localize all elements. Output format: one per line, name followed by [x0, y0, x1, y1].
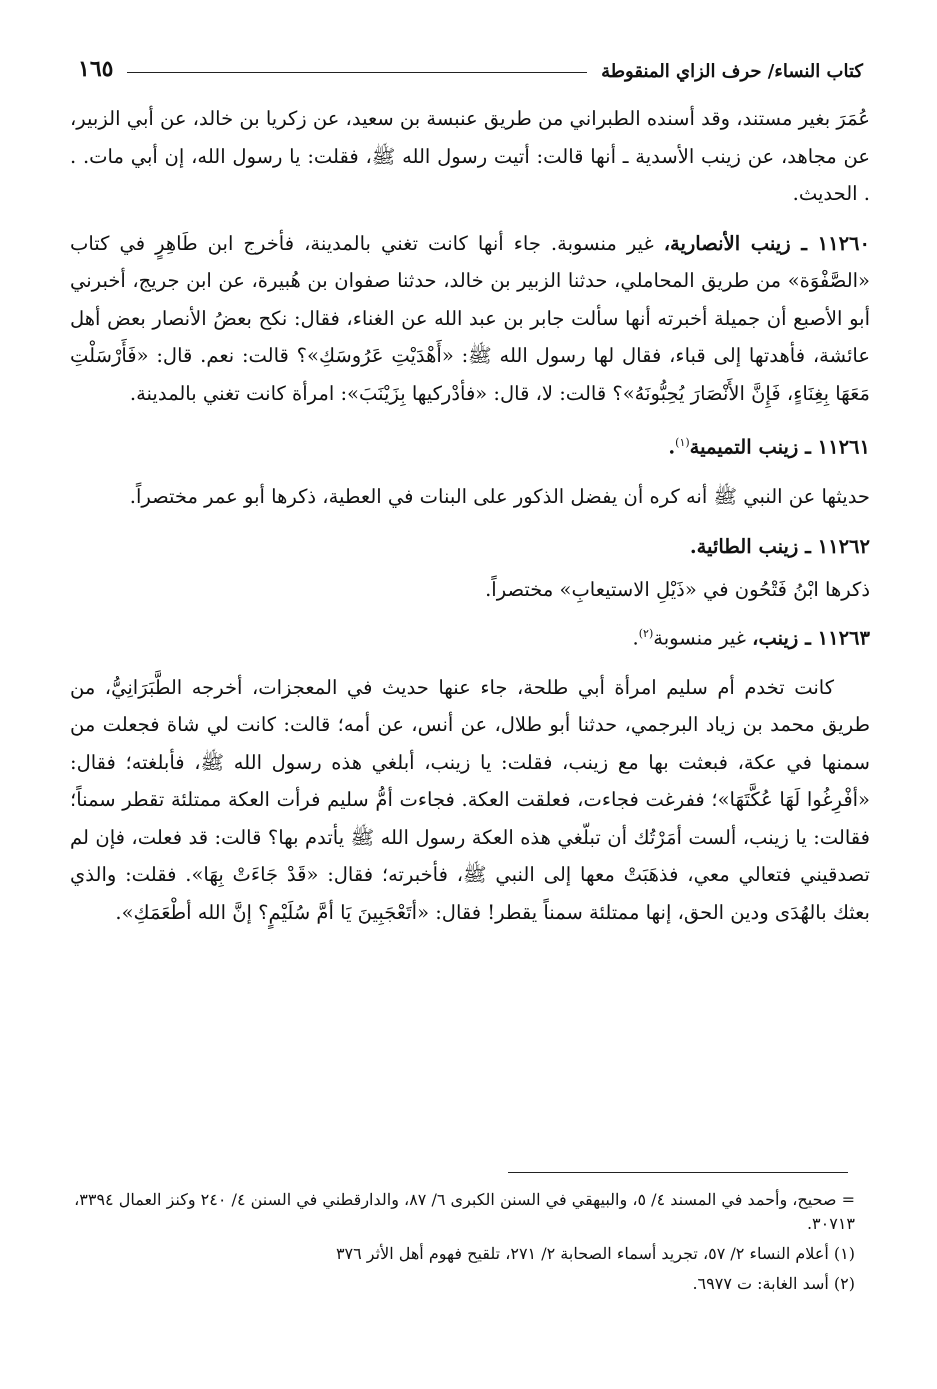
entry-heading: ١١٢٦٣ ـ زينب، — [752, 626, 870, 649]
entry-11261 — [70, 424, 870, 466]
entry-11262-body — [70, 571, 870, 609]
entry-text: حديثها عن النبي ﷺ أنه كره أن يفضل الذكور على البنات في العطية، ذكرها أبو عمر مختصراً. — [129, 485, 870, 508]
entry-11263 — [70, 615, 870, 657]
entry-heading: ١١٢٦٠ ـ زينب الأنصارية، — [663, 231, 870, 255]
footnote-2: (٢) أسد الغابة: ت ٦٩٧٧. — [692, 1274, 855, 1293]
paragraph-continuation — [70, 100, 870, 213]
header-rule — [127, 72, 587, 73]
page-header — [78, 48, 863, 82]
page-number: ١٦٥ — [78, 56, 114, 82]
entry-text: كانت تخدم أم سليم امرأة أبي طلحة، جاء عنها حديث في المعجزات، أخرجه الطَّبَرَانِيُّ، من طريق محمد بن زياد البرجمي، حدثنا أبو طلال، عن أنس، عن أمه؛ قالت: كانت لي شاة فجعلت من سمنها في عكة، فبعثت بها مع زينب، فقلت: يا زينب، أبلغي هذه رسول الله ﷺ، فأبلغته؛ فقال: «أفْرِغُوا لَهَا عُكَّتَهَا»؛ ففرغت فجاءت، فعلقت العكة. فجاءت أمُّ سليم فرأت العكة ممتلئة تقطر سمناً؛ فقالت: يا زينب، ألست أمَرْتُك أن تبلّغي هذه العكة رسول الله ﷺ يأتدم بها؟ قالت: قد فعلت، فإن لم تصدقيني فتعالي معي، فذهَبَتْ معها إلى النبي ﷺ، فأخبرته؛ فقال: «قَدْ جَاءَتْ بِهَا». فقلت: والذي بعثك بالهُدَى ودين الحق، إنها ممتلئة سمناً يقطر! فقال: «أتَعْجَبِينَ يَا أمَّ سُلَيْمٍ؟ إنَّ الله أطْعَمَكِ». — [70, 675, 870, 924]
entry-text: ذكرها ابْنُ فَتْحُون في «ذَيْلِ الاستيعابِ» مختصراً. — [485, 578, 870, 601]
footnote-separator — [508, 1172, 848, 1173]
entry-text: غير منسوبة — [653, 626, 753, 649]
paragraph-text: عُمَرَ بغير مستند، وقد أسنده الطبراني من طريق عنبسة بن سعيد، عن زكريا بن خالد، عن أبي الزبير، عن مجاهد، عن زينب الأسدية ـ أنها قالت: أتيت رسول الله ﷺ، فقلت: يا رسول الله، إن أبي مات. . . الحديث. — [70, 107, 870, 205]
footnotes — [70, 1188, 855, 1302]
running-title: كتاب النساء/ حرف الزاي المنقوطة — [601, 61, 863, 82]
entry-text: غير منسوبة. جاء أنها كانت تغني بالمدينة، فأخرج ابن طَاهِرٍ في كتاب «الصَّفْوَة» من طريق المحاملي، حدثنا الزبير بن خالد، حدثنا صفوان بن هُبيرة، عن ابن جريج، أخبرني أبو الأصبع أن جميلة أخبرته أنها سألت جابر بن عبد الله عن الغناء، فقال: نكح بعضُ الأنصار بعض أهل عائشة، فأهدتها إلى قباء، فقال لها رسول الله ﷺ: «أَهْدَيْتِ عَرُوسَكِ»؟ قالت: نعم. قال: «فَأَرْسَلْتِ مَعَهَا بِغِنَاءٍ، فَإِنَّ الأَنْصَارَ يُحِبُّونَهُ»؟ قالت: لا، قال: «فأدْركيها بِزَيْنَبَ»: امرأة كانت تغني بالمدينة. — [70, 231, 870, 405]
entry-11260 — [70, 225, 870, 413]
entry-heading-end: . — [668, 435, 676, 459]
footnote-continuation: = صحيح، وأحمد في المسند ٤/ ٥، والبيهقي في السنن الكبرى ٦/ ٨٧، والدارقطني في السنن ٤/ ٢٤٠ وكنز العمال ٣٣٩٤، ٣٠٧١٣. — [74, 1190, 855, 1233]
entry-11262 — [70, 528, 870, 566]
footnote-1: (١) أعلام النساء ٢/ ٥٧، تجريد أسماء الصحابة ٢/ ٢٧١، تلقيح فهوم أهل الأثر ٣٧٦ — [335, 1244, 855, 1263]
entry-11263-body — [70, 669, 870, 932]
entry-end: . — [632, 626, 639, 649]
footnote-ref: (١) — [675, 436, 690, 449]
main-text — [70, 100, 870, 931]
footnote-ref: (٢) — [638, 626, 654, 640]
entry-heading: ١١٢٦٢ ـ زينب الطائية. — [689, 534, 870, 558]
entry-heading: ١١٢٦١ ـ زينب التميمية — [689, 435, 870, 459]
entry-11261-body — [70, 478, 870, 516]
